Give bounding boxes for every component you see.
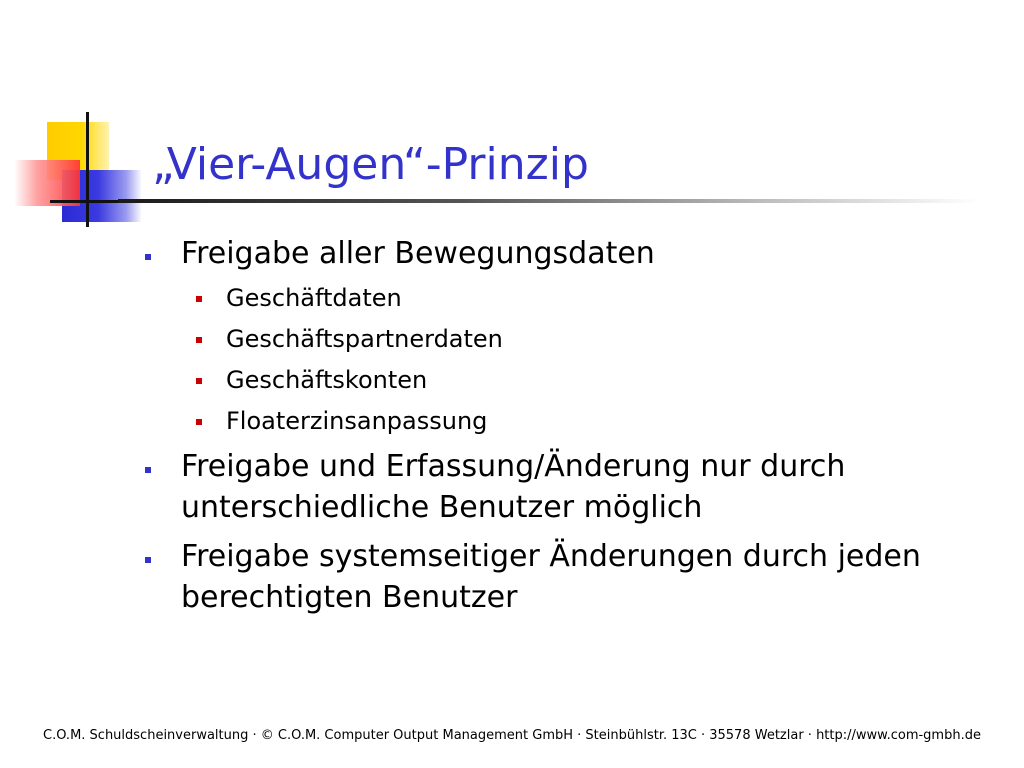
bullet-marker [145, 254, 151, 260]
sub-bullet-marker [196, 378, 202, 384]
logo-vertical-line [86, 112, 89, 227]
bullet-item: Freigabe aller Bewegungsdaten [181, 236, 655, 271]
bullet-item-line: Freigabe systemseitiger Änderungen durch jeden [181, 539, 921, 574]
sub-bullet-marker [196, 296, 202, 302]
bullet-item-line: berechtigten Benutzer [181, 580, 518, 615]
logo-horizontal-line [50, 200, 120, 203]
sub-bullet-marker [196, 419, 202, 425]
bullet-marker [145, 557, 151, 563]
sub-bullet-item: Geschäftspartnerdaten [226, 325, 503, 353]
sub-bullet-marker [196, 337, 202, 343]
slide-footer: C.O.M. Schuldscheinverwaltung · © C.O.M. Computer Output Management GmbH · Steinbühlstr. 13C · 35578 Wetzlar · http://www.com-gmbh.de [43, 728, 981, 743]
sub-bullet-item: Floaterzinsanpassung [226, 407, 488, 435]
sub-bullet-item: Geschäftdaten [226, 284, 402, 312]
bullet-marker [145, 467, 151, 473]
slide-title: „Vier-Augen“-Prinzip [152, 139, 589, 190]
title-underline [118, 199, 978, 203]
sub-bullet-item: Geschäftskonten [226, 366, 428, 394]
bullet-item-line: unterschiedliche Benutzer möglich [181, 490, 703, 525]
bullet-item-line: Freigabe und Erfassung/Änderung nur durch [181, 449, 846, 484]
